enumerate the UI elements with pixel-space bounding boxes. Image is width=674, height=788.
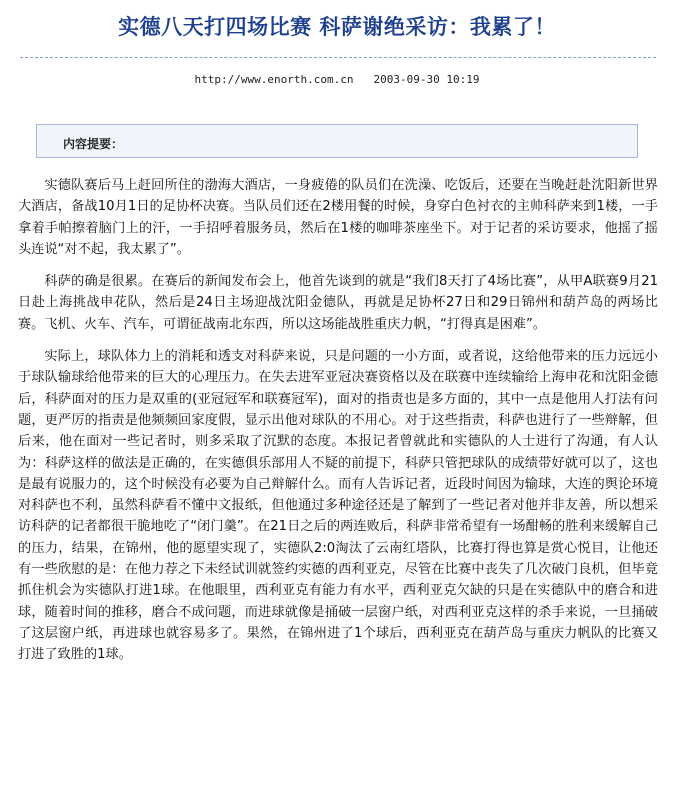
- publish-datetime: 2003-09-30 10:19: [373, 73, 480, 86]
- summary-box: [36, 124, 638, 158]
- article-body: [18, 175, 658, 677]
- title-divider: [20, 57, 656, 58]
- article-title: 实德八天打四场比赛 科萨谢绝采访：我累了！: [118, 15, 556, 39]
- article-paragraph: 实德队赛后马上赶回所住的渤海大酒店，一身疲倦的队员们在洗澡、吃饭后，还要在当晚赶赴沈阳新世界大酒店，备战10月1日的足协杯决赛。当队员们还在2楼用餐的时候，身穿白色衬衣的主帅科萨来到1楼，一手拿着手帕擦着脑门上的汗，一手招呼着服务员，然后在1楼的咖啡茶座坐下。对于记者的采访要求，他摇了摇头连说“对不起，我太累了”。: [18, 178, 658, 257]
- article-meta: [0, 73, 674, 86]
- article-paragraph: 科萨的确是很累。在赛后的新闻发布会上，他首先谈到的就是“我们8天打了4场比赛”，从甲A联赛9月21日赴上海挑战申花队，然后是24日主场迎战沈阳金德队，再就是足协杯27日和29日锦州和葫芦岛的两场比赛。飞机、火车、汽车，可谓征战南北东西，所以这场能战胜重庆力帆，“打得真是困难”。: [18, 274, 658, 332]
- article-paragraph: 实际上，球队体力上的消耗和透支对科萨来说，只是问题的一小方面，或者说，这给他带来的压力远远小于球队输球给他带来的巨大的心理压力。在失去进军亚冠决赛资格以及在联赛中连续输给上海申花和沈阳金德后，科萨面对的压力是双重的(亚冠冠军和联赛冠军)，面对的指责也是多方面的，其中一点是他用人打法有问题，更严厉的指责是他频频回家度假，显示出他对球队的不用心。对于这些指责，科萨也进行了一些辩解，但后来，他在面对一些记者时，则多采取了沉默的态度。本报记者曾就此和实德队的人士进行了沟通，有人认为：科萨这样的做法是正确的，在实德俱乐部用人不疑的前提下，科萨只管把球队的成绩带好就可以了，这也是最有说服力的，这个时候没有必要为自己辩解什么。而有人告诉记者，近段时间因为输球，大连的舆论环境对科萨也不利，虽然科萨看不懂中文报纸，但他通过多种途径还是了解到了一些记者对他并非友善，所以想采访科萨的记者都很干脆地吃了“闭门羹”。在21日之后的两连败后，科萨非常希望有一场酣畅的胜利来缓解自己的压力，结果，在锦州，他的愿望实现了，实德队2:0淘汰了云南红塔队，比赛打得也算是赏心悦目，让他还有一些欣慰的是：在他力荐之下未经试训就签约实德的西利亚克，尽管在比赛中丧失了几次破门良机，但毕竟抓住机会为实德队打进1球。在他眼里，西利亚克有能力有水平，西利亚克欠缺的只是在实德队中的磨合和进球，随着时间的推移，磨合不成问题，而进球就像是捅破一层窗户纸，对西利亚克这样的杀手来说，一旦捅破了这层窗户纸，再进球也就容易多了。果然，在锦州进了1个球后，西利亚克在葫芦岛与重庆力帆队的比赛又打进了致胜的1球。: [18, 349, 658, 663]
- summary-label: 内容提要：: [63, 137, 124, 151]
- source-link[interactable]: http://www.enorth.com.cn: [194, 73, 354, 86]
